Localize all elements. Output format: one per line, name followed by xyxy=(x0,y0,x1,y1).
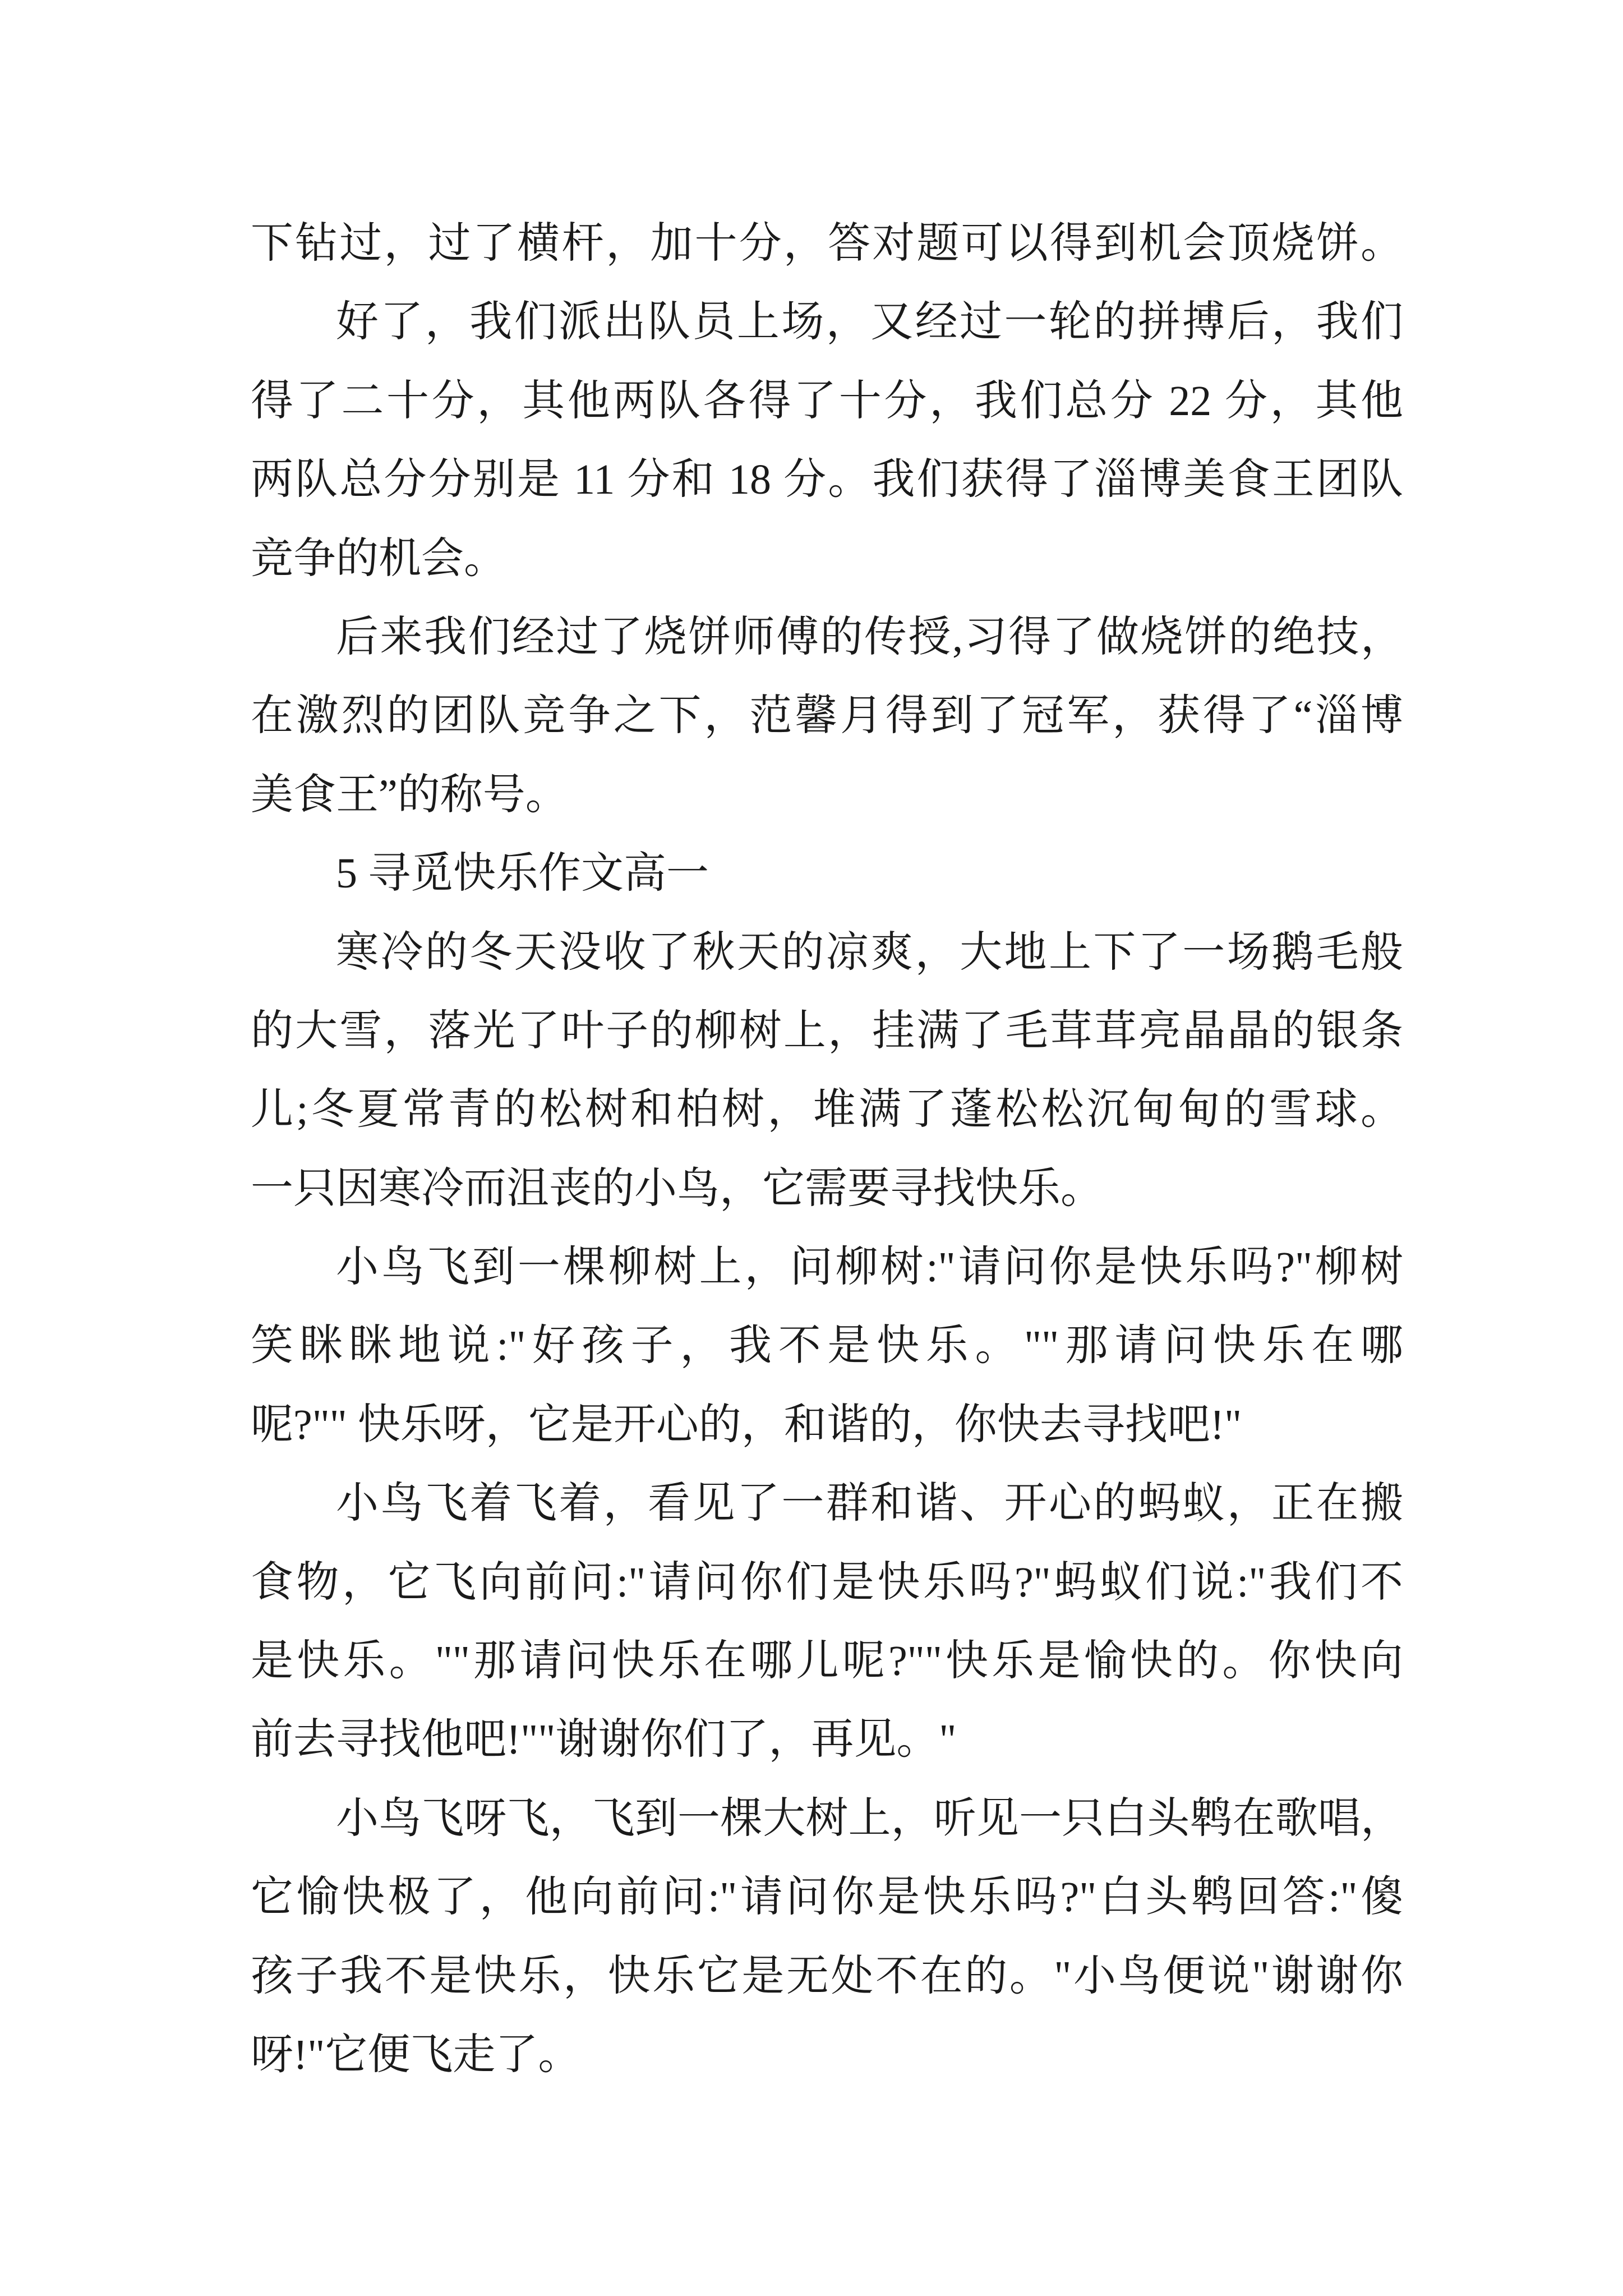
paragraph xyxy=(251,913,1403,1228)
section-heading: 5 寻觅快乐作文高一 xyxy=(336,850,709,898)
paragraph xyxy=(251,1228,1403,1464)
paragraph xyxy=(251,1464,1403,1779)
text-line: 小鸟飞呀飞，飞到一棵大树上，听见一只白头鹎在歌唱， xyxy=(336,1795,1403,1842)
text-line: 美食王”的称号。 xyxy=(251,771,568,818)
document-body xyxy=(251,204,1403,2094)
text-line: 竞争的机会。 xyxy=(251,535,506,582)
text-line: 寒冷的冬天没收了秋天的凉爽，大地上下了一场鹅毛般 xyxy=(336,928,1403,976)
text-line: 食物，它飞向前问:"请问你们是快乐吗?"蚂蚁们说:"我们不 xyxy=(251,1558,1403,1606)
text-line: 的大雪，落光了叶子的柳树上，挂满了毛茸茸亮晶晶的银条 xyxy=(251,1007,1403,1055)
paragraph xyxy=(251,204,1403,283)
text-line: 呢?"" 快乐呀，它是开心的，和谐的，你快去寻找吧!" xyxy=(251,1401,1242,1448)
text-line: 一只因寒冷而沮丧的小鸟，它需要寻找快乐。 xyxy=(251,1165,1103,1212)
text-line: 儿;冬夏常青的松树和柏树，堆满了蓬松松沉甸甸的雪球。 xyxy=(251,1086,1403,1134)
text-line: 笑眯眯地说:"好孩子，我不是快乐。""那请问快乐在哪 xyxy=(251,1322,1403,1370)
text-line: 前去寻找他吧!""谢谢你们了，再见。" xyxy=(251,1716,957,1764)
text-line: 呀!"它便飞走了。 xyxy=(251,2031,581,2078)
text-line: 小鸟飞着飞着，看见了一群和谐、开心的蚂蚁，正在搬 xyxy=(336,1480,1403,1527)
text-line: 小鸟飞到一棵柳树上，问柳树:"请问你是快乐吗?"柳树 xyxy=(336,1244,1403,1291)
text-line: 在激烈的团队竞争之下，范馨月得到了冠军，获得了“淄博 xyxy=(251,692,1403,740)
text-line: 得了二十分，其他两队各得了十分，我们总分 22 分，其他 xyxy=(251,377,1403,425)
text-line: 它愉快极了，他向前问:"请问你是快乐吗?"白头鹎回答:"傻 xyxy=(251,1874,1403,1921)
text-line: 后来我们经过了烧饼师傅的传授,习得了做烧饼的绝技， xyxy=(336,613,1403,661)
text-line: 下钻过，过了横杆，加十分，答对题可以得到机会顶烧饼。 xyxy=(251,220,1403,267)
paragraph xyxy=(251,283,1403,598)
paragraph xyxy=(251,1779,1403,2095)
text-line: 孩子我不是快乐，快乐它是无处不在的。"小鸟便说"谢谢你 xyxy=(251,1952,1403,2000)
text-line: 是快乐。""那请问快乐在哪儿呢?""快乐是愉快的。你快向 xyxy=(251,1637,1403,1685)
text-line: 两队总分分别是 11 分和 18 分。我们获得了淄博美食王团队 xyxy=(251,456,1403,504)
text-line: 好了，我们派出队员上场，又经过一轮的拼搏后，我们 xyxy=(336,298,1403,346)
paragraph xyxy=(251,598,1403,834)
